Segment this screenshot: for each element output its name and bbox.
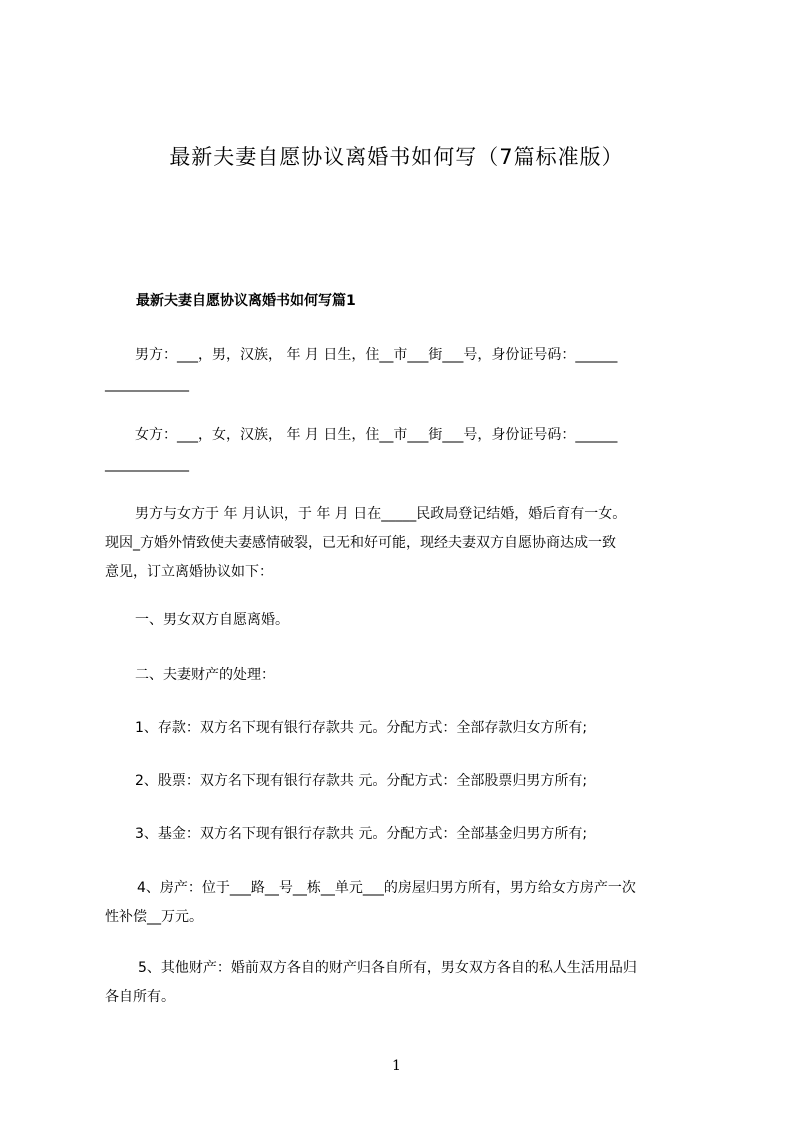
paragraph-line: 4、房产：位于___路__号__栋__单元___的房屋归男方所有，男方给女方房产一次 (137, 880, 636, 896)
paragraph-line: ____________ (105, 376, 189, 392)
paragraph-line: 2、股票：双方名下现有银行存款共 元。分配方式：全部股票归男方所有; (135, 773, 588, 789)
clause-2-item-2 (105, 767, 709, 796)
clause-2-item-4 (105, 874, 709, 932)
paragraph-background (105, 500, 709, 587)
paragraph-line: 1、存款：双方名下现有银行存款共 元。分配方式：全部存款归女方所有; (135, 720, 588, 736)
paragraph-line: 5、其他财产：婚前双方各自的财产归各自所有，男女双方各自的私人生活用品归 (138, 960, 637, 976)
paragraph-line: 性补偿__万元。 (105, 909, 203, 925)
paragraph-line: 现因_方婚外情致使夫妻感情破裂，已无和好可能，现经夫妻双方自愿协商达成一致 (105, 535, 616, 551)
clause-2 (105, 661, 709, 690)
section-heading: 最新夫妻自愿协议离婚书如何写篇1 (136, 293, 356, 309)
document-title: 最新夫妻自愿协议离婚书如何写（7篇标准版） (169, 145, 624, 169)
paragraph-line: 二、夫妻财产的处理： (135, 667, 275, 683)
paragraph-line: 男方：___，男，汉族， 年 月 日生，住__市___街___号，身份证号码：______ (135, 347, 618, 363)
paragraph-line: 女方：___，女，汉族， 年 月 日生，住__市___街___号，身份证号码：______ (135, 427, 618, 443)
paragraph-wife-info (105, 421, 709, 479)
paragraph-line: 意见，订立离婚协议如下： (105, 564, 273, 580)
clause-2-item-3 (105, 820, 709, 849)
paragraph-line: 男方与女方于 年 月认识，于 年 月 日在_____民政局登记结婚，婚后育有一女。 (135, 506, 627, 522)
clause-1 (105, 606, 709, 635)
paragraph-line: ____________ (105, 456, 189, 472)
paragraph-line: 各自所有。 (105, 989, 175, 1005)
paragraph-husband-info (105, 341, 709, 399)
paragraph-line: 3、基金：双方名下现有银行存款共 元。分配方式：全部基金归男方所有; (135, 826, 588, 842)
clause-2-item-5 (105, 954, 709, 1012)
clause-2-item-1 (105, 714, 709, 743)
page-number: 1 (392, 1058, 401, 1074)
paragraph-line: 一、男女双方自愿离婚。 (135, 612, 289, 628)
